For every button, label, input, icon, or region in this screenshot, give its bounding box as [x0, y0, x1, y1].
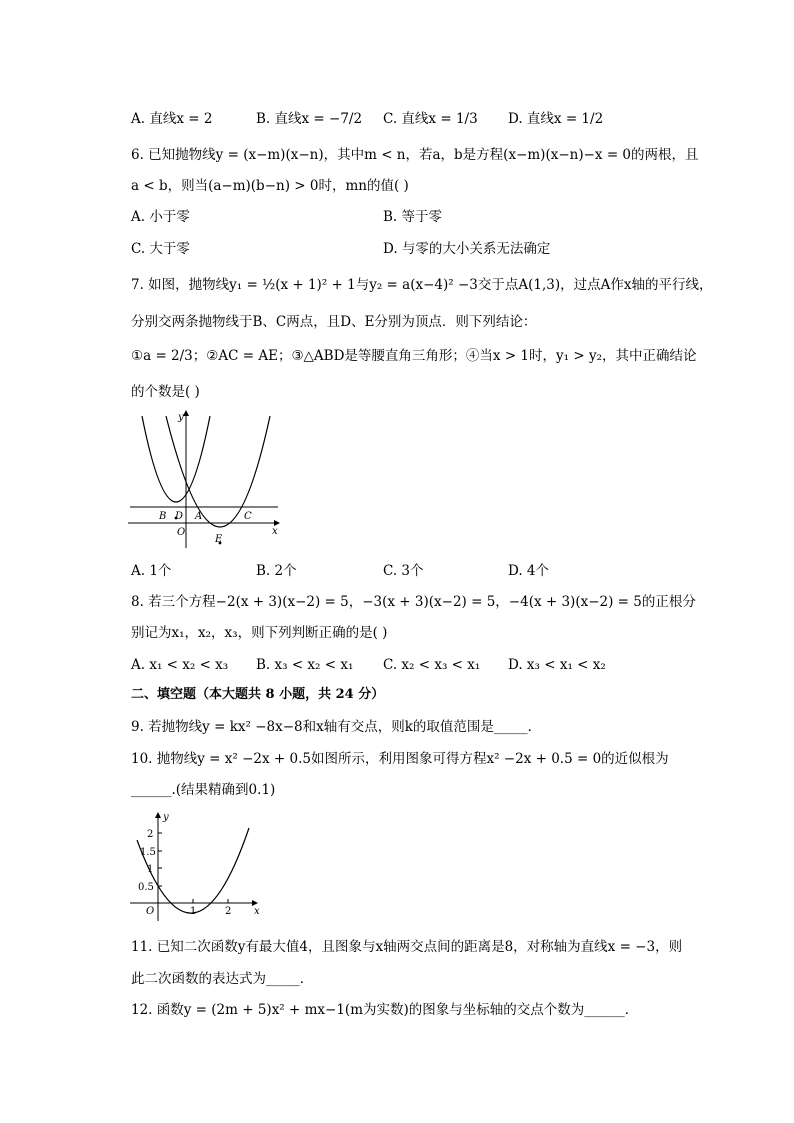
q10-stem-line2: ______.(结果精确到0.1) — [131, 782, 276, 798]
q12-stem: 12. 函数y = (2m + 5)x² + mx−1(m为实数)的图象与坐标轴的交点个数为______． — [131, 1002, 639, 1018]
q7-option-b: B. 2个 — [256, 563, 297, 579]
q7-option-d: D. 4个 — [508, 563, 550, 579]
q8-stem-line1: 8. 若三个方程−2(x + 3)(x−2) = 5，−3(x + 3)(x−2) = 5，−4(x + 3)(x−2) = 5的正根分 — [131, 594, 696, 610]
q6-option-a: A. 小于零 — [131, 209, 190, 225]
q8-option-b: B. x₃ < x₂ < x₁ — [256, 657, 354, 673]
q7-stem-line2: 分别交两条抛物线于B、C两点，且D、E分别为顶点．则下列结论： — [131, 314, 537, 330]
q7-label-c: C — [244, 511, 252, 522]
section2-title: 二、填空题（本大题共 8 小题，共 24 分） — [131, 687, 385, 702]
q5-option-a: A. 直线x = 2 — [131, 111, 213, 127]
q5-option-c: C. 直线x = 1/3 — [383, 111, 478, 127]
q7-label-d: D — [175, 511, 184, 522]
q10-xtick-1: 1 — [190, 906, 197, 917]
q7-label-b: B — [159, 511, 167, 522]
q6-option-b: B. 等于零 — [383, 209, 443, 225]
q11-stem-line1: 11. 已知二次函数y有最大值4，且图象与x轴两交点间的距离是8，对称轴为直线x = −3，则 — [131, 939, 683, 955]
q10-label-y: y — [163, 812, 169, 823]
q7-option-a: A. 1个 — [131, 563, 172, 579]
q6-stem-line2: a < b，则当(a−m)(b−n) > 0时，mn的值( ) — [131, 178, 409, 194]
q6-option-d: D. 与零的大小关系无法确定 — [383, 241, 551, 257]
q8-option-a: A. x₁ < x₂ < x₃ — [131, 657, 229, 673]
q7-label-y: y — [178, 412, 184, 423]
q10-figure — [128, 808, 264, 924]
q7-option-c: C. 3个 — [383, 563, 424, 579]
q9-stem: 9. 若抛物线y = kx² −8x−8和x轴有交点，则k的取值范围是_____． — [131, 719, 542, 735]
q8-option-c: C. x₂ < x₃ < x₁ — [383, 657, 481, 673]
q6-stem-line1: 6. 已知抛物线y = (x−m)(x−n)，其中m < n，若a，b是方程(x−m)(x−n)−x = 0的两根，且 — [131, 147, 699, 163]
q10-ytick-2: 2 — [147, 829, 154, 840]
q7-y-arrow — [183, 410, 189, 416]
q10-xtick-2: 2 — [225, 906, 232, 917]
q10-ytick-0-5: 0.5 — [138, 882, 154, 893]
q7-stem-line4: 的个数是( ) — [131, 384, 200, 400]
q7-label-o: O — [177, 527, 186, 538]
q7-label-a: A — [195, 511, 203, 522]
q10-ytick-1: 1 — [147, 864, 154, 875]
q7-label-e: E — [215, 534, 223, 545]
q8-stem-line2: 别记为x₁，x₂，x₃，则下列判断正确的是( ) — [131, 625, 388, 641]
q10-label-x: x — [254, 906, 260, 917]
q7-stem-line1: 7. 如图，抛物线y₁ = ½(x + 1)² + 1与y₂ = a(x−4)² −3交于点A(1,3)，过点A作x轴的平行线， — [131, 277, 713, 293]
q6-option-c: C. 大于零 — [131, 241, 190, 257]
q7-parabola-y1 — [142, 416, 210, 502]
q11-stem-line2: 此二次函数的表达式为_____． — [131, 971, 314, 987]
q10-y-arrow — [155, 812, 161, 818]
q7-label-x: x — [272, 526, 278, 537]
q10-ytick-1-5: 1.5 — [140, 847, 156, 858]
q7-figure — [128, 408, 284, 550]
q10-label-o: O — [146, 906, 155, 917]
q10-stem-line1: 10. 抛物线y = x² −2x + 0.5如图所示，利用图象可得方程x² −2x + 0.5 = 0的近似根为 — [131, 751, 669, 767]
q7-stem-line3: ①a = 2/3；②AC = AE；③△ABD是等腰直角三角形；④当x > 1时，y₁ > y₂，其中正确结论 — [131, 348, 697, 364]
q5-option-d: D. 直线x = 1/2 — [508, 111, 604, 127]
q8-option-d: D. x₃ < x₁ < x₂ — [508, 657, 606, 673]
q5-option-b: B. 直线x = −7/2 — [256, 111, 363, 127]
